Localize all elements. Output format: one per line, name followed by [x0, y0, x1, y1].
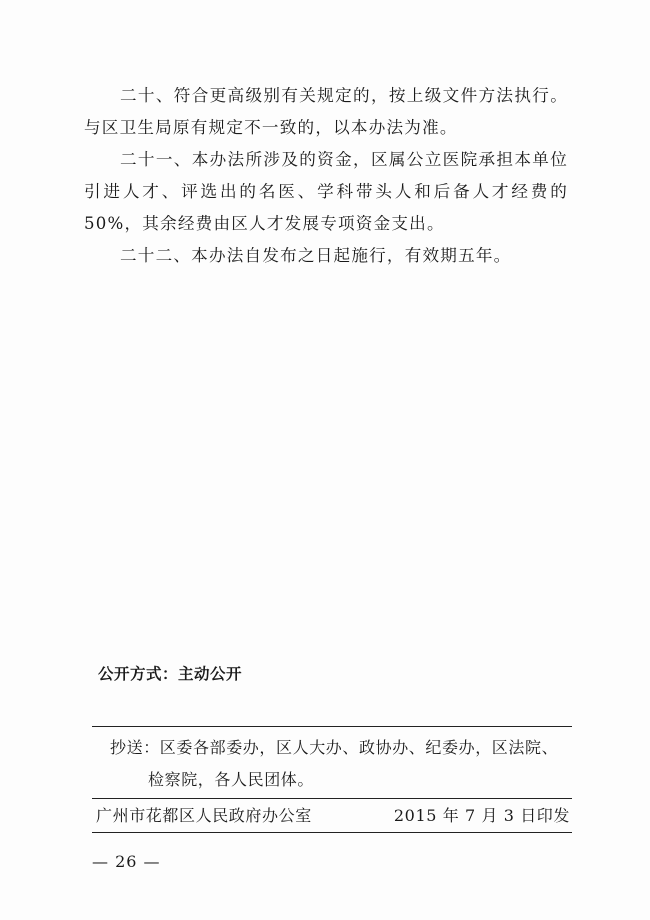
divider-top [92, 726, 572, 727]
disclosure-method: 公开方式：主动公开 [98, 665, 243, 683]
cc-line-2: 检察院，各人民团体。 [148, 770, 315, 789]
divider-bottom [92, 832, 572, 833]
article-21: 二十一、本办法所涉及的资金，区属公立医院承担本单位引进人才、评选出的名医、学科带头人和后备人才经费的50%，其余经费由区人才发展专项资金支出。 [84, 150, 568, 233]
document-body [84, 80, 568, 272]
divider-middle [92, 798, 572, 799]
issue-date: 2015 年 7 月 3 日印发 [393, 806, 570, 825]
article-22: 二十二、本办法自发布之日起施行，有效期五年。 [120, 246, 512, 265]
cc-line-1: 抄送：区委各部委办，区人大办、政协办、纪委办，区法院、 [110, 738, 559, 757]
article-20: 二十、符合更高级别有关规定的，按上级文件方法执行。与区卫生局原有规定不一致的，以本办法为准。 [84, 86, 568, 137]
issue-line [96, 802, 570, 830]
page-number: — 26 — [92, 852, 161, 871]
cc-block [110, 732, 570, 796]
issuer-name: 广州市花都区人民政府办公室 [96, 806, 312, 825]
